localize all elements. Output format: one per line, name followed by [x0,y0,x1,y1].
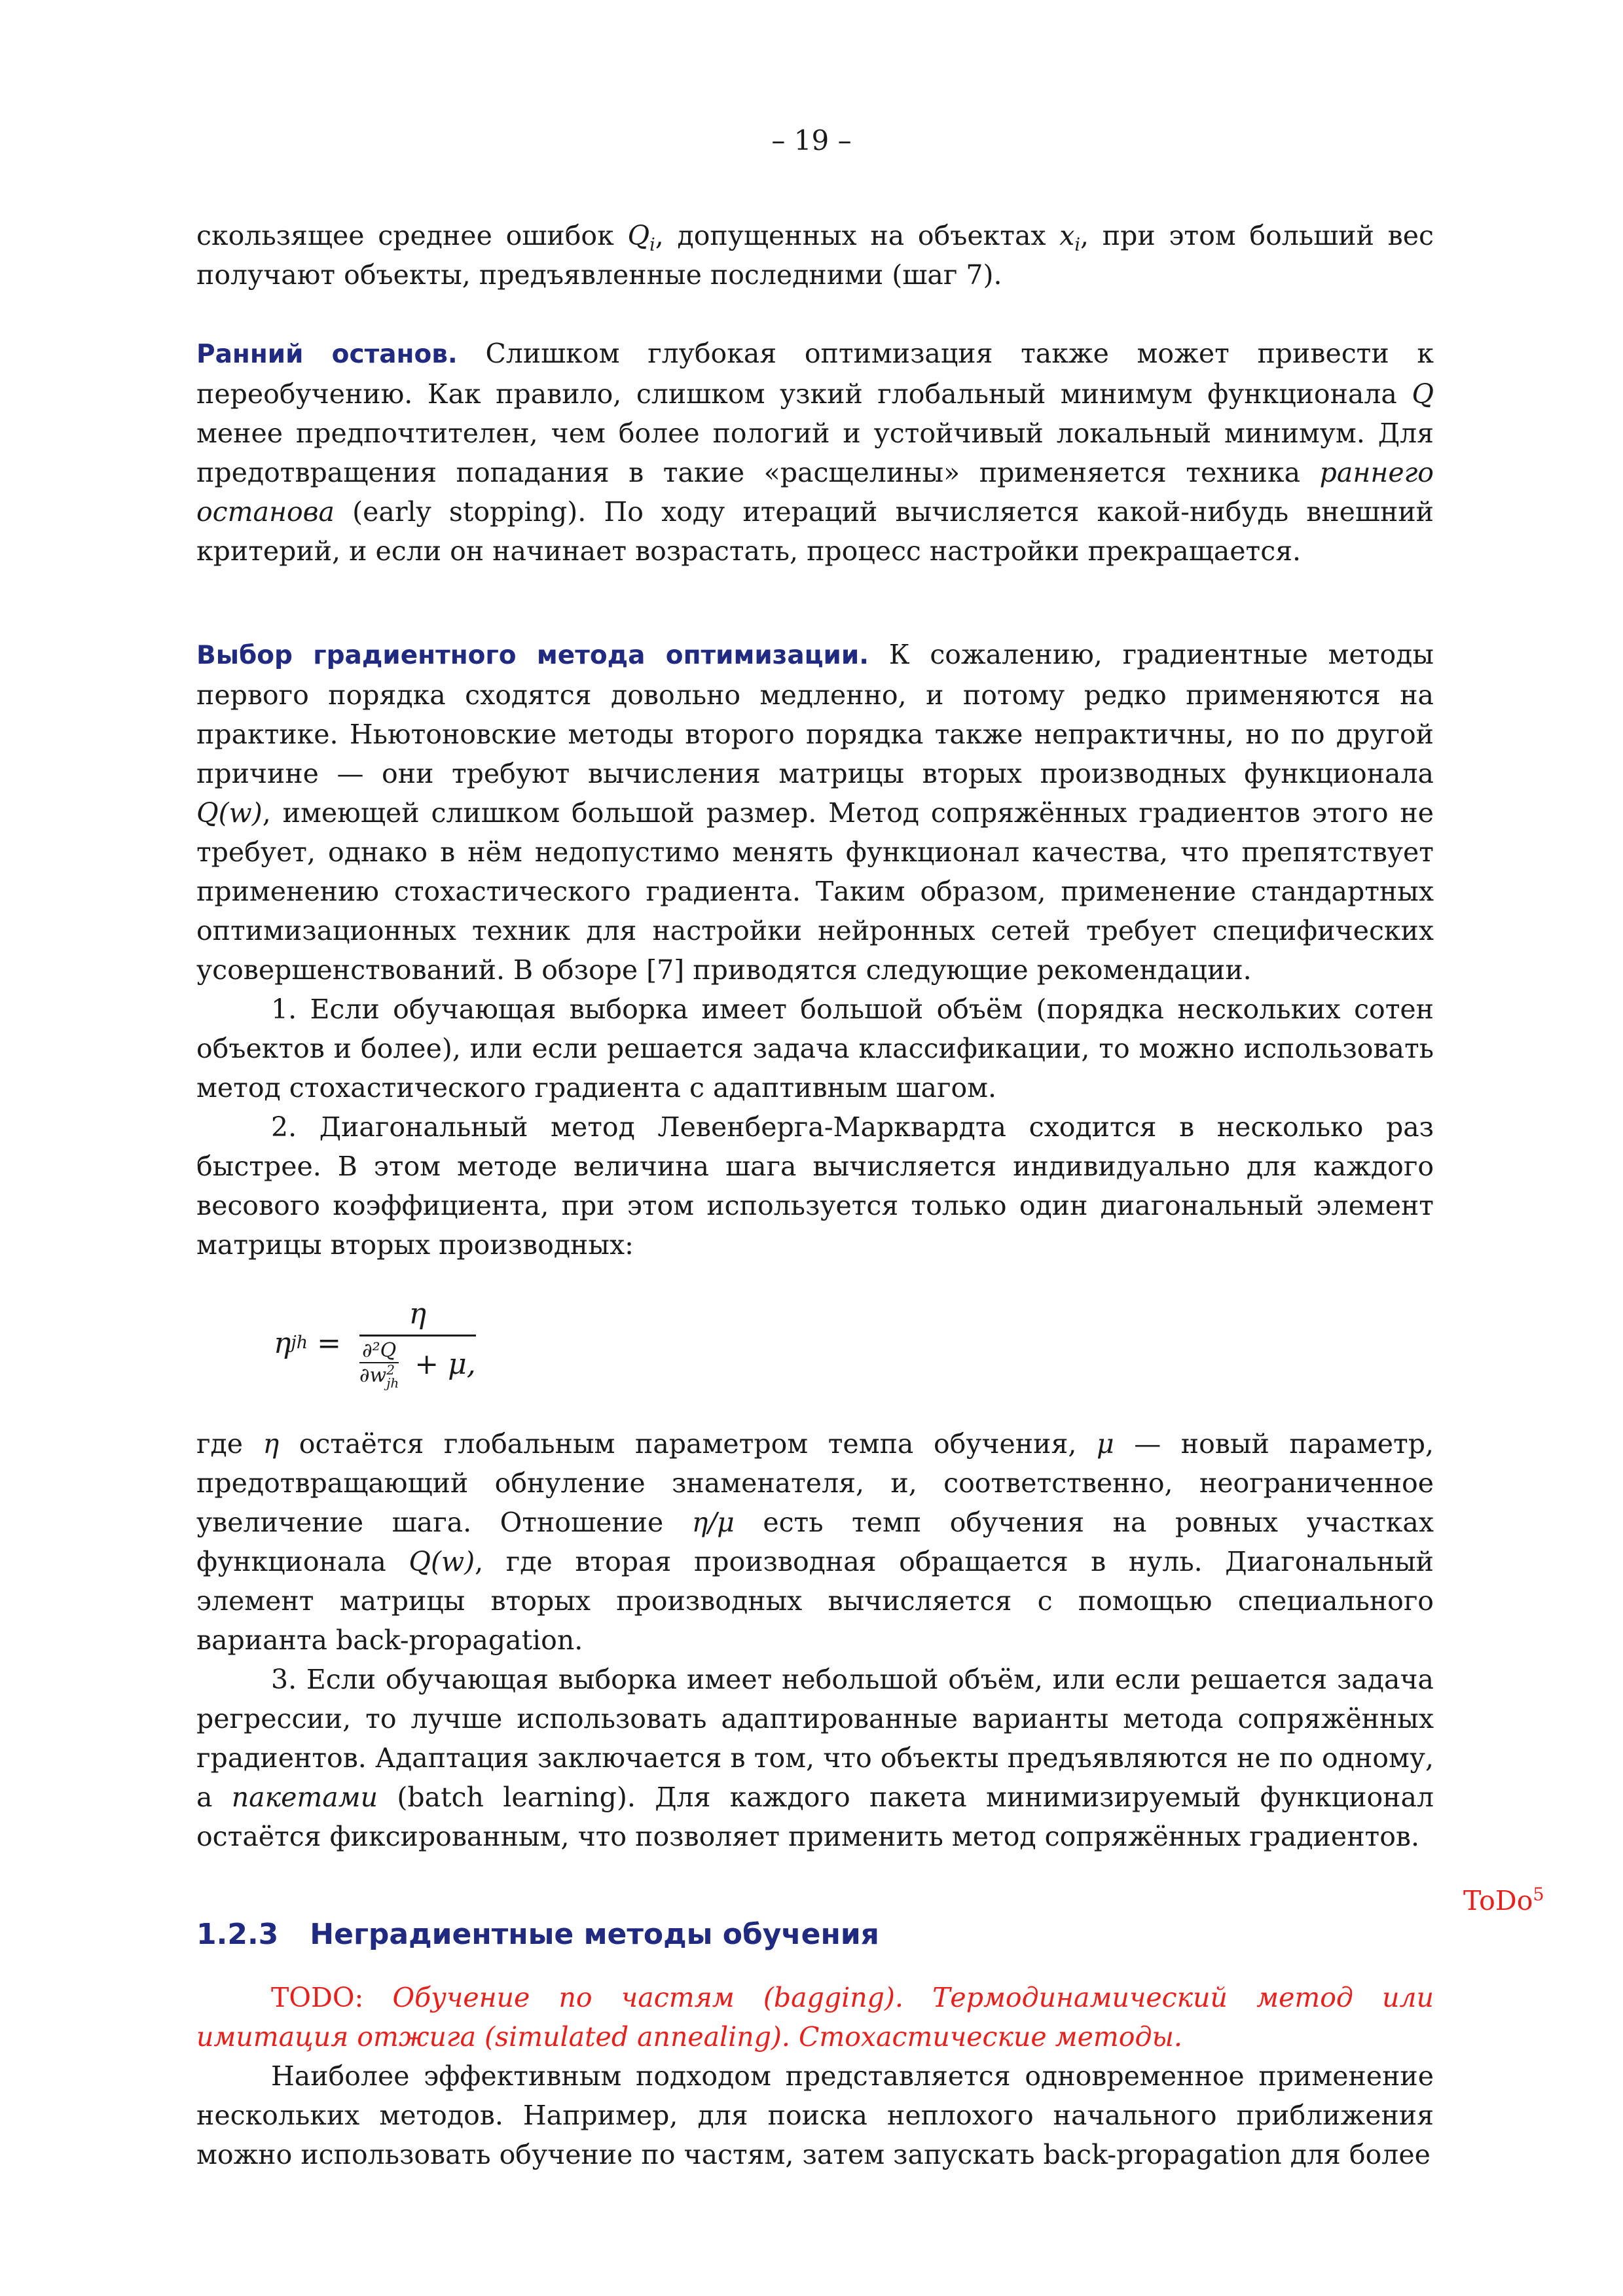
formula-numerator: η [409,1297,427,1331]
list-item-1: 1. Если обучающая выборка имеет большой объём (порядка нескольких сотен объектов и более), или если решается задача классификации, то можно использовать метод стохастического градиента с адаптивным шагом. [196,994,1434,1103]
formula-plus-mu: + μ, [405,1347,476,1381]
section-number: 1.2.3 [196,1918,279,1951]
text-fragment: остаётся глобальным параметром темпа обучения, [279,1428,1097,1460]
todo-margin-number: 5 [1533,1884,1544,1905]
text-fragment: есть темп обучения на ровных участках функционала [196,1507,1434,1577]
todo-label: TODO: [271,1982,364,2013]
math-q: Q [1412,378,1434,410]
math-subscript: i [1074,235,1081,256]
math-ratio: η/μ [691,1507,735,1538]
math-qw: Q(w) [196,797,263,829]
derivative-denominator-base: ∂w [359,1363,387,1387]
gradient-method-heading: Выбор градиентного метода оптимизации. [196,641,869,670]
text-fragment: 3. Если обучающая выборка имеет небольшой объём, или если решается задача регрессии, то лучше использовать адаптированные варианты метода сопряжённых градиентов. Адаптация заключается в том, что объекты предъявляются не по одному, а [196,1664,1434,1813]
text-fragment: (early stopping). По ходу итераций вычисляется какой-нибудь внешний критерий, и если он начинает возрастать, процесс настройки прекращается. [196,496,1434,567]
formula-explanation-paragraph [196,1424,1434,1660]
todo-margin-note [1463,1885,1544,1916]
formula-eta-jh: η jh = η ∂²Q ∂w 2 jh + μ, [274,1297,476,1391]
text-fragment: , где вторая производная обращается в нуль. Диагональный элемент матрицы вторых производных вычисляется с помощью специального варианта back-propagation. [196,1546,1434,1656]
intro-paragraph [196,216,1434,295]
text-fragment: где [196,1428,263,1460]
formula-fraction [359,1297,476,1390]
emphasis: пакетами [231,1782,378,1813]
formula-lhs: η [274,1326,291,1360]
derivative-sub: jh [386,1374,399,1391]
page-number: – 19 – [771,124,852,156]
math-subscript: i [649,235,655,256]
text-fragment: , допущенных на объектах [655,220,1060,251]
final-paragraph: Наиболее эффективным подходом представляется одновременное применение нескольких методов. Например, для поиска неплохого начального приближения можно использовать обучение по частям, затем запускать back-propagation для более [196,2060,1434,2170]
todo-text: Обучение по частям (bagging). Термодинамический метод или имитация отжига (simulated annealing). Стохастические методы. [196,1982,1434,2053]
text-fragment: , при этом больший вес получают объекты, предъявленные последними (шаг 7). [196,220,1434,291]
todo-margin-text: ToDo [1463,1885,1533,1916]
second-derivative [359,1339,399,1390]
text-fragment: — новый параметр, предотвращающий обнуление знаменателя, и, соответственно, неограниченное увеличение шага. Отношение [196,1428,1434,1538]
section-title: Неградиентные методы обучения [310,1918,879,1951]
gradient-method-paragraph [196,635,1434,990]
list-item-2: 2. Диагональный метод Левенберга-Марквардта сходится в несколько раз быстрее. В этом методе величина шага вычисляется индивидуально для каждого весового коэффициента, при этом используется только один диагональный элемент матрицы вторых производных: [196,1111,1434,1261]
text-fragment: К сожалению, градиентные методы первого порядка сходятся довольно медленно, и потому редко применяются на практике. Ньютоновские методы второго порядка также непрактичны, но по другой причине — они требуют вычисления матрицы вторых производных функционала [196,639,1434,789]
text-fragment: , имеющей слишком большой размер. Метод сопряжённых градиентов этого не требует, однако в нём недопустимо менять функционал качества, что препятствует применению стохастического градиента. Таким образом, применение стандартных оптимизационных техник для настройки нейронных сетей требует специфических усовершенствований. В обзоре [7] приводятся следующие рекомендации. [196,797,1434,986]
list-item-3 [196,1660,1434,1856]
text-fragment: (batch learning). Для каждого пакета минимизируемый функционал остаётся фиксированным, что позволяет применить метод сопряжённых градиентов. [196,1782,1434,1852]
derivative-sup: 2 [386,1361,395,1378]
page-body [196,216,1434,2174]
formula-eq: = [308,1326,350,1360]
derivative-denominator [359,1363,399,1390]
math-x: x [1059,220,1075,251]
emphasis: раннего останова [196,457,1434,528]
math-eta: η [263,1428,280,1460]
text-fragment: Слишком глубокая оптимизация также может привести к переобучению. Как правило, слишком узкий глобальный минимум функционала [196,338,1434,410]
todo-note [196,1978,1434,2056]
formula-denominator [359,1336,476,1390]
early-stopping-paragraph [196,334,1434,571]
text-fragment: скользящее среднее ошибок [196,220,628,251]
derivative-numerator: ∂²Q [362,1338,397,1362]
text-fragment: менее предпочтителен, чем более пологий и устойчивый локальный минимум. Для предотвращения попадания в такие «расщелины» применяется техника [196,418,1434,488]
section-heading [196,1915,1434,1954]
early-stopping-heading: Ранний останов. [196,340,458,369]
math-q: Q [627,220,650,251]
math-mu: μ [1096,1428,1114,1460]
math-qw: Q(w) [409,1546,475,1577]
